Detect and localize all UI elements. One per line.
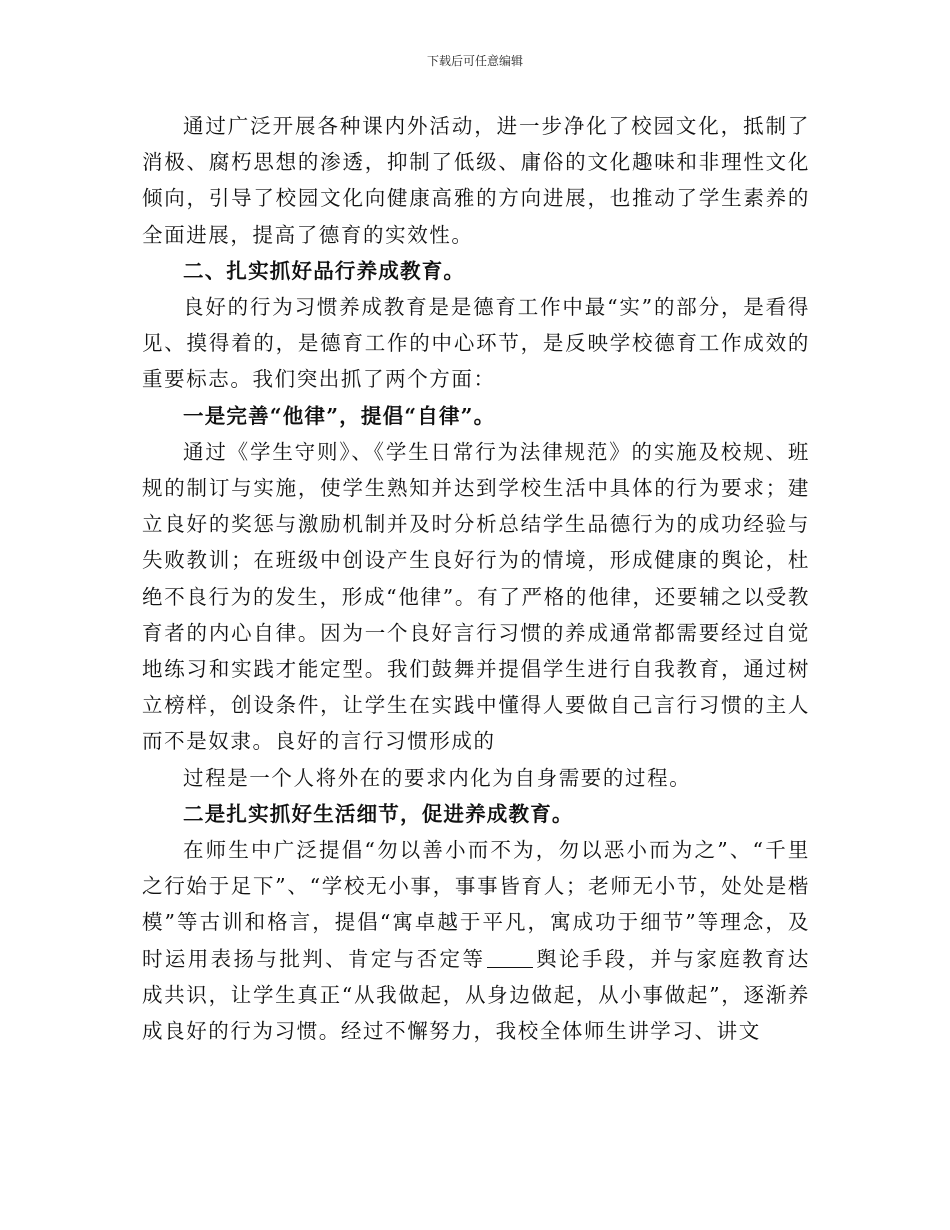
document-body bbox=[142, 108, 810, 1049]
subheading-life-details: 二是扎实抓好生活细节，促进养成教育。 bbox=[183, 801, 574, 826]
paragraph-behavior-habits: 良好的行为习惯养成教育是是德育工作中最“实”的部分，是看得见、摸得着的，是德育工作的中心环节，是反映学校德育工作成效的重要标志。我们突出抓了两个方面： bbox=[142, 295, 810, 392]
paragraph-internalization: 过程是一个人将外在的要求内化为自身需要的过程。 bbox=[183, 765, 692, 790]
fill-in-blank-line bbox=[487, 949, 533, 968]
paragraph-rules-and-self-discipline: 通过《学生守则》、《学生日常行为法律规范》的实施及校规、班规的制订与实施，使学生熟知并达到学校生活中具体的行为要求；建立良好的奖惩与激励机制并及时分析总结学生品德行为的成功经验与失败教训；在班级中创设产生良好行为的情境，形成健康的舆论，杜绝不良行为的发生，形成“他律”。有了严格的他律，还要辅之以受教育者的内心自律。因为一个良好言行习惯的养成通常都需要经过自觉地练习和实践才能定型。我们鼓舞并提倡学生进行自我教育，通过树立榜样，创设条件，让学生在实践中懂得人要做自己言行习惯的主人而不是奴隶。良好的言行习惯形成的 bbox=[142, 439, 810, 754]
paragraph-proverbs-and-habits bbox=[142, 832, 810, 1049]
paragraph-part-before-blank: 在师生中广泛提倡“勿以善小而不为，勿以恶小而为之”、“千里之行始于足下”、“学校无小事，事事皆育人；老师无小节，处处是楷模”等古训和格言，提倡“寓卓越于平凡，寓成功于细节”等理念，及时运用表扬与批判、肯定与否定等 bbox=[142, 838, 810, 971]
paragraph-campus-culture: 通过广泛开展各种课内外活动，进一步净化了校园文化，抵制了消极、腐朽思想的渗透，抑制了低级、庸俗的文化趣味和非理性文化倾向，引导了校园文化向健康高雅的方向进展，也推动了学生素养的全面进展，提高了德育的实效性。 bbox=[142, 114, 810, 247]
section-heading-conduct-education: 二、扎实抓好品行养成教育。 bbox=[183, 258, 466, 283]
paragraph-part-after-blank: 舆论手段，并与家庭教育达成共识，让学生真正“从我做起，从身边做起，从小事做起”，逐渐养成良好的行为习惯。经过不懈努力，我校全体师生讲学习、讲文 bbox=[142, 946, 811, 1044]
subheading-heteronomy-autonomy: 一是完善“他律”，提倡“自律”。 bbox=[183, 403, 496, 428]
page-header: 下载后可任意编辑 bbox=[426, 54, 523, 68]
